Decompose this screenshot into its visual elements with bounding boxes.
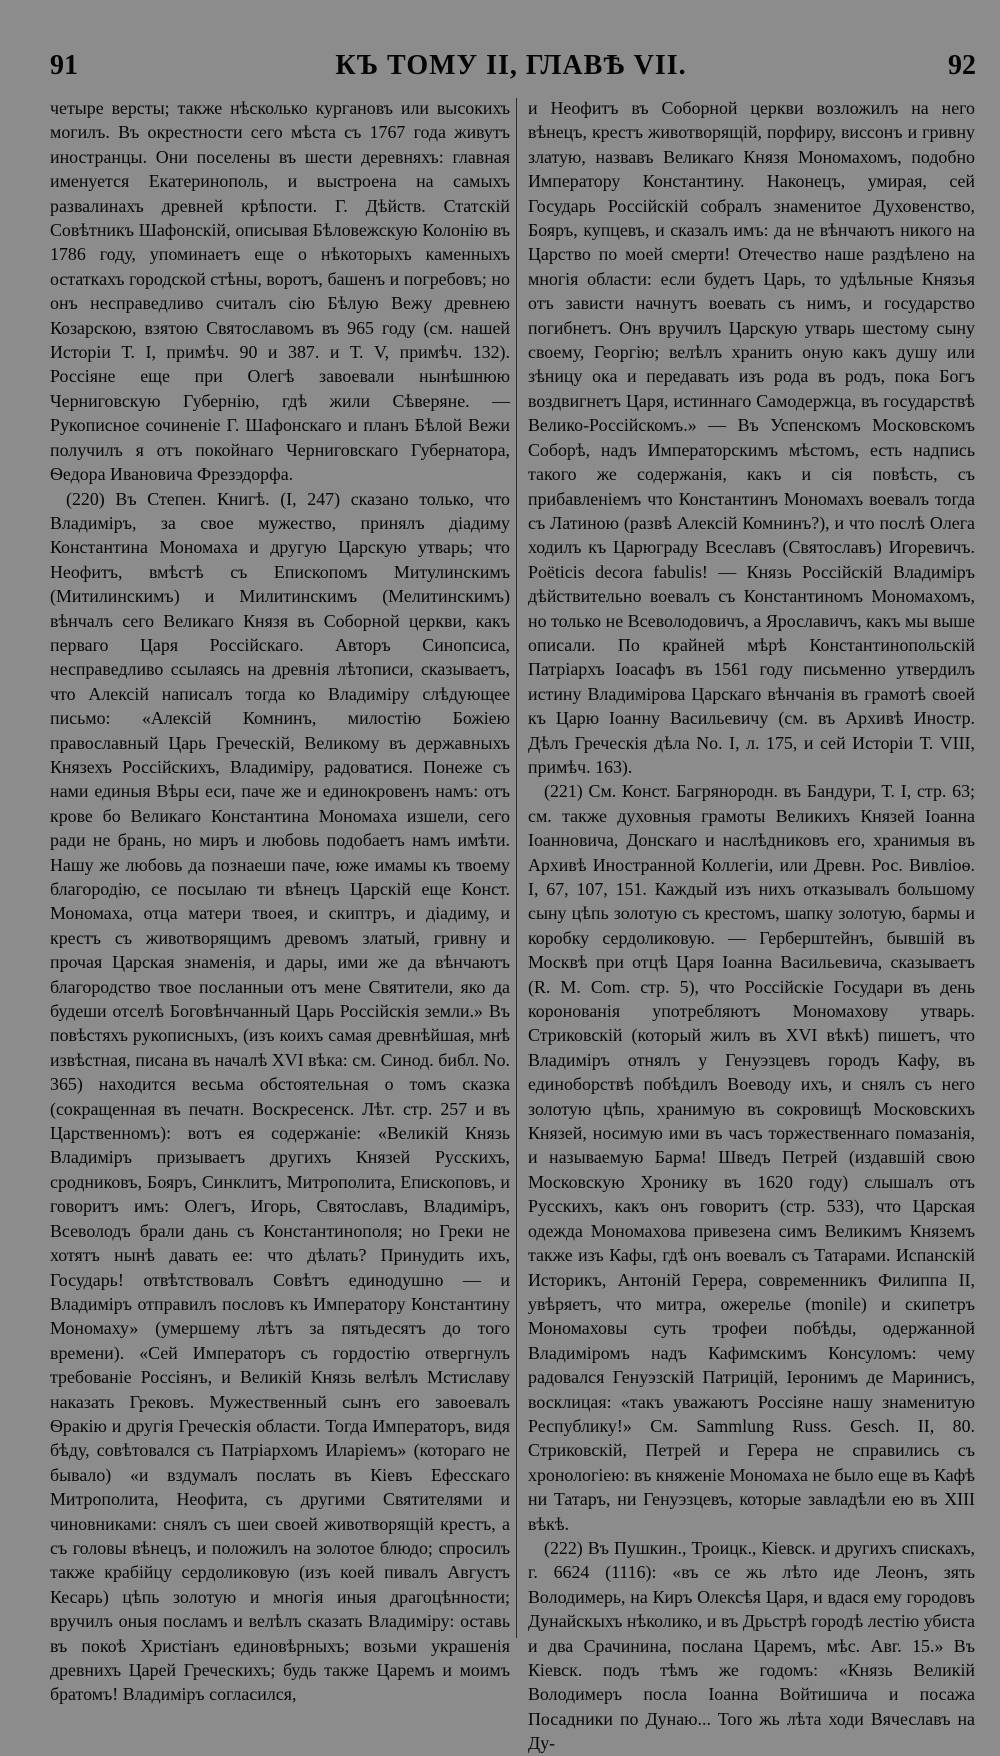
paragraph: четыре версты; также нѣсколько кургановъ или высокихъ могилъ. Въ окрестности сего мѣста съ 1767 года живутъ иностранцы. Они поселены въ шести деревняхъ: главная именуется Екатеринополь, и выстроена на самыхъ развалинахъ древней крѣпости. Г. Дѣйств. Статскій Совѣтникъ Шафонскій, описывая Бѣловежскую Колонію въ 1786 году, упоминаетъ еще о нѣкоторыхъ каменныхъ остаткахъ городской стѣны, воротъ, башенъ и погребовъ; но онъ несправедливо считалъ сію Бѣлую Вежу древнею Козарскою, взятою Святославомъ въ 965 году (см. нашей Исторіи Т. I, примѣч. 90 и 387. и Т. V, примѣч. 132). Россіяне еще при Олегѣ завоевали нынѣшнюю Черниговскую Губернію, гдѣ жили Сѣверяне. — Рукописное сочиненіе Г. Шафонскаго и планъ Бѣлой Вежи получилъ я отъ покойнаго Черниговскаго Губернатора, Ѳедора Ивановича Фрезэдорфа. — [50, 98, 510, 485]
left-column — [50, 96, 510, 1705]
page-header — [46, 50, 976, 90]
paragraph: (221) См. Конст. Багрянородн. въ Бандури, Т. I, стр. 63; см. также духовныя грамоты Великихъ Князей Іоанна Іоанновича, Донскаго и наслѣдниковъ его, хранимыя въ Архивѣ Иностранной Коллегіи, или Древн. Рос. Вивліоѳ. I, 67, 107, 151. Каждый изъ нихъ отказывалъ большому сыну цѣпь золотую съ крестомъ, шапку золотую, бармы и коробку сердоликовую. — Герберштейнъ, бывшій въ Москвѣ при отцѣ Царя Іоанна Васильевича, сказываетъ (R. M. Com. стр. 5), что Россійскіе Государи въ день коронованія употребляютъ Мономахову утварь. Стриковскій (который жилъ въ XVI вѣкѣ) пишетъ, что Владиміръ отнялъ у Генуэзцевъ городъ Кафу, въ единоборствѣ побѣдилъ Воеводу ихъ, и снялъ съ него золотую цѣпь, хранимую въ сокровищѣ Московскихъ Князей, носимую ими въ часъ торжественнаго помазанія, и называемую Барма! Шведъ Петрей (издавшій свою Московскую Хронику въ 1620 году) слышалъ отъ Русскихъ, какъ онъ говоритъ (стр. 533), что Царская одежда Мономахова привезена симъ Великимъ Княземъ также изъ Кафы, гдѣ онъ воевалъ съ Татарами. Испанскій Историкъ, Антоній Герера, современникъ Филиппа II, увѣряетъ, что митра, ожерелье (monile) и скипетръ Мономаховы суть трофеи побѣды, одержанной Владиміромъ надъ Кафимскимъ Консуломъ: чему радовался Генуэзскій Патрицій, Іеронимъ де Маринисъ, восклицая: «такъ уважаютъ Россіяне нашу знаменитую Республику!» См. Sammlung Russ. Gesch. II, 80. Стриковскій, Петрей и Герера не справились съ хронологіею: въ княженіе Мономаха не было еще въ Кафѣ ни Татаръ, ни Генуэзцевъ, которые завладѣли ею въ XIII вѣкѣ. — [528, 781, 975, 1534]
running-title: КЪ ТОМУ II, ГЛАВѢ VII. — [335, 50, 687, 81]
column-divider — [516, 98, 517, 1638]
paragraph: (222) Въ Пушкин., Троицк., Кіевск. и другихъ спискахъ, г. 6624 (1116): «въ се жь лѣто иде Леонъ, зять Володимерь, на Киръ Олексѣя Царя, и вдася ему городовъ Дунайскыхъ нѣколико, и въ Дрьстрѣ городѣ лестію убиста и два Срачинина, послана Царемъ, мѣс. Авг. 15.» Въ Кіевск. подъ тѣмъ же годомъ: «Князь Великій Володимеръ посла Іоанна Войтишича и посажа Посадники по Дунаю... Того жь лѣта ходи Вячеславъ на Ду- — [528, 1537, 975, 1754]
right-column — [528, 96, 975, 1754]
paragraph: (220) Въ Степен. Книгѣ. (I, 247) сказано только, что Владиміръ, за свое мужество, принялъ діадиму Константина Мономаха и другую Царскую утварь; что Неофитъ, вмѣстѣ съ Епископомъ Митулинскимъ (Митилинскимъ) и Милитинскимъ (Мелитинскимъ) вѣнчалъ сего Великаго Князя въ Соборной церкви, какъ перваго Царя Россійскаго. Авторъ Синопсиса, несправедливо ссылаясь на древнія лѣтописи, сказываетъ, что Алексій написалъ тогда ко Владиміру слѣдующее письмо: «Алексій Комнинъ, милостію Божіею православный Царь Греческій, Великому въ державныхъ Князехъ Россійскихъ, Владиміру, радоватися. Понеже съ нами единыя Вѣры еси, паче же и единокровенъ намъ: отъ крове бо Великаго Константина Мономаха изшели, сего ради не брань, но миръ и любовь подобаетъ намъ имѣти. Нашу же любовь да познаеши паче, юже имамы къ твоему благородію, се посылаю ти вѣнецъ Царскій еще Конст. Мономаха, отца матери твоея, и скиптръ, и діадиму, и крестъ съ животворящимъ древомъ златый, гривну и прочая Царская знаменія, и дары, ими же да вѣнчаютъ благородство твое посланныи отъ мене Святители, яко да будеши отселѣ Боговѣнчанный Царь Россійскія земли.» Въ повѣстяхъ рукописныхъ, (изъ коихъ самая древнѣйшая, мнѣ извѣстная, писана въ началѣ XVI вѣка: см. Синод. библ. No. 365) находится весьма обстоятельная о томъ сказка (сокращенная въ печатн. Воскресенск. Лѣт. стр. 257 и въ Царственномъ): вотъ ея содержаніе: «Великій Князь Владиміръ призываетъ другихъ Князей Русскихъ, сродниковъ, Бояръ, Синклитъ, Митрополита, Епископовъ, и говоритъ имъ: Олегъ, Игорь, Святославъ, Владиміръ, Всеволодъ брали дань съ Константинополя; но Греки не хотятъ нынѣ давать ее: что дѣлать? Принудить ихъ, Государь! отвѣтствовалъ Совѣтъ единодушно — и Владиміръ отправилъ пословъ къ Императору Константину Мономаху» (умершему лѣтъ за пятьдесятъ до того времени). «Сей Императоръ съ гордостію отвергнулъ требованіе Россіянъ, и Великій Князь велѣлъ Мстиславу наказать Грековъ. Мужественный сынъ его завоевалъ Ѳракію и другія Греческія области. Тогда Императоръ, видя бѣду, совѣтовался съ Патріархомъ Иларіемъ» (котораго не бывало) «и вздумалъ послать въ Кіевъ Ефесскаго Митрополита, Неофита, съ другими Святителями и чиновниками: снялъ съ шеи своей животворящій крестъ, а съ головы вѣнецъ, и положилъ на золотое блюдо; спросилъ также крабійцу сердоликовую (изъ коей пивалъ Августъ Кесарь) цѣпь золотую и многія иныя драгоцѣнности; вручилъ оныя посламъ и велѣлъ сказать Владиміру: оставь въ покоѣ Христіанъ единовѣрныхъ; возьми украшенія древнихъ Царей Греческихъ; будь также Царемъ и моимъ братомъ! Владиміръ согласился, — [50, 488, 510, 1705]
page-number-right: 92 — [948, 50, 976, 81]
page-number-left: 91 — [50, 50, 78, 81]
paragraph: и Неофитъ въ Соборной церкви возложилъ на него вѣнецъ, крестъ животворящій, порфиру, виссонъ и гривну златую, назвавъ Великаго Князя Мономахомъ, подобно Императору Константину. Наконецъ, умирая, сей Государь Россійскій собралъ знаменитое Духовенство, Бояръ, купцевъ, и сказалъ имъ: да не вѣнчаютъ никого на Царство по моей смерти! Отечество наше раздѣлено на многія области: если будетъ Царь, то удѣльные Князья отъ зависти начнутъ воевать съ нимъ, и государство погибнетъ. Онъ вручилъ Царскую утварь шестому сыну своему, Георгію; велѣлъ хранить оную какъ душу или зѣницу ока и передавать изъ рода въ родъ, пока Богъ воздвигнетъ Царя, истиннаго Самодержца, въ государствѣ Велико-Россійскомъ.» — Въ Успенскомъ Московскомъ Соборѣ, надъ Императорскимъ мѣстомъ, есть надпись такого же содержанія, какъ и сія повѣсть, съ прибавленіемъ что Константинъ Мономахъ воевалъ тогда съ Латиною (развѣ Алексій Комнинъ?), и что послѣ Олега ходилъ къ Царюграду Всеславъ (Святославъ) Игоревичъ. Poëticis decora fabulis! — Князь Россійскій Владиміръ дѣйствительно воевалъ съ Константиномъ Мономахомъ, но только не Всеволодовичъ, а Ярославичъ, какъ мы выше описали. По крайней мѣрѣ Константинопольскій Патріархъ Іоасафъ въ 1561 году письменно утвердилъ истину Владимірова Царскаго вѣнчанія въ грамотѣ своей къ Царю Іоанну Васильевичу (см. въ Архивѣ Иностр. Дѣлъ Греческія дѣла No. I, л. 175, и сей Исторіи Т. VIII, примѣч. 163). — [528, 98, 975, 777]
